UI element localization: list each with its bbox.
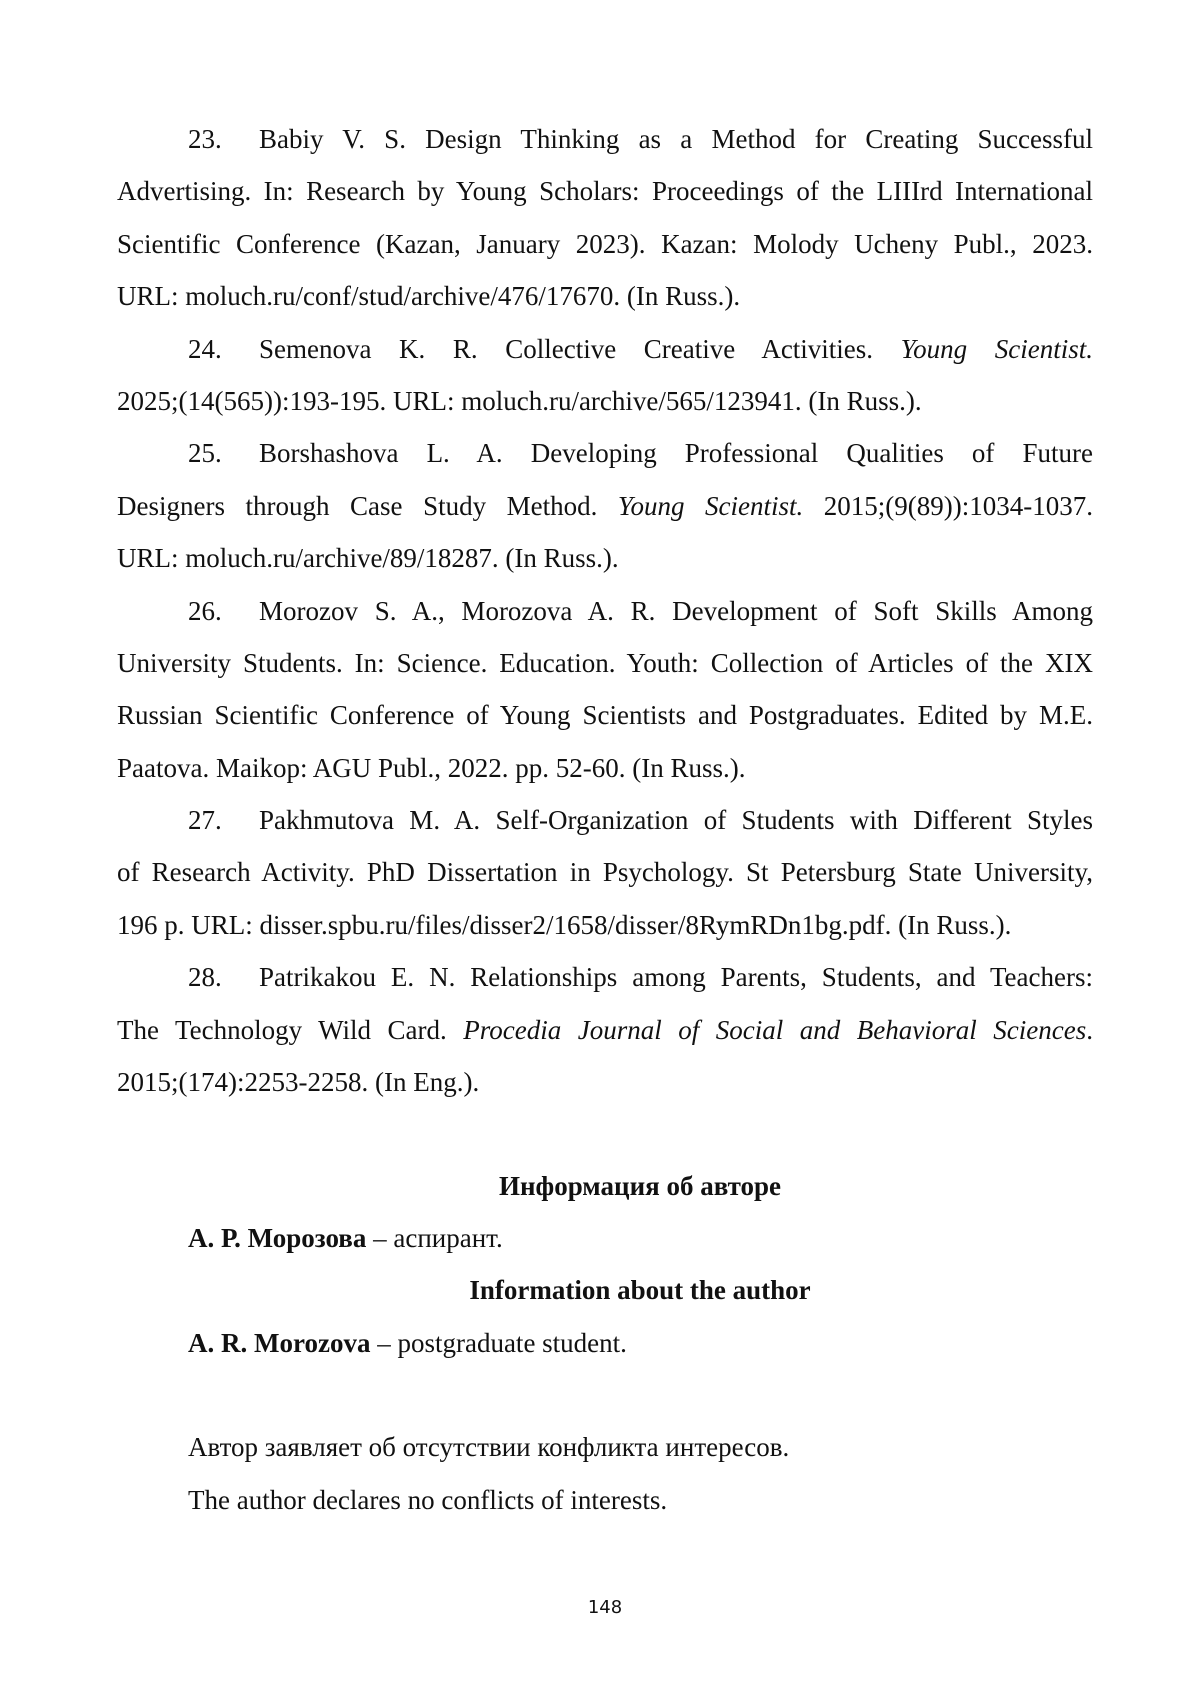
author-role-ru: – аспирант. — [366, 1223, 503, 1253]
reference-text: Pakhmutova M. A. Self-Organization of Students with Different Styles — [259, 805, 1093, 836]
reference-line — [117, 1056, 1093, 1108]
author-role-en: – postgraduate student. — [370, 1328, 627, 1358]
author-name-ru: А. Р. Морозова — [188, 1223, 367, 1253]
reference-number: 26. — [188, 595, 222, 626]
reference-line — [117, 270, 1093, 322]
conflict-statement-ru: Автор заявляет об отсутствии конфликта интересов. — [188, 1432, 790, 1462]
author-name-en: A. R. Morozova — [188, 1328, 371, 1358]
reference-text: Babiy V. S. Design Thinking as a Method for Creating Successful — [259, 124, 1093, 154]
reference-journal-title: Young Scientist. — [900, 333, 1093, 364]
reference-number: 24. — [188, 333, 222, 364]
reference-text: 2015;(9(89)):1034-1037. — [803, 490, 1093, 521]
reference-number: 27. — [188, 805, 222, 836]
reference-text: Designers through Case Study Method. — [117, 490, 618, 521]
reference-text: 2015;(174):2253-2258. (In Eng.). — [117, 1067, 480, 1098]
author-heading-ru: Информация об авторе — [498, 1171, 782, 1201]
reference-line — [117, 899, 1093, 951]
reference-line — [117, 165, 1093, 217]
reference-line — [117, 742, 1093, 794]
reference-list — [117, 113, 1093, 1108]
reference-number: 28. — [188, 962, 222, 993]
reference-text: University Students. In: Science. Education. Youth: Collection of Articles of the XIX — [117, 647, 1093, 678]
reference-text: 196 p. URL: disser.spbu.ru/files/disser2/1658/disser/8RymRDn1bg.pdf. (In Russ.). — [117, 909, 1012, 940]
reference-text: Borshashova L. A. Developing Professional Qualities of Future — [259, 438, 1093, 469]
reference-line — [117, 375, 1093, 427]
author-line-ru — [117, 1212, 1164, 1264]
reference-line — [117, 846, 1093, 898]
reference-number: 25. — [188, 438, 222, 469]
reference-text: 2025;(14(565)):193-195. URL: moluch.ru/archive/565/123941. (In Russ.). — [117, 385, 922, 416]
reference-text: Scientific Conference (Kazan, January 2023). Kazan: Molody Ucheny Publ., 2023. — [117, 228, 1093, 259]
reference-text: URL: moluch.ru/conf/stud/archive/476/17670. (In Russ.). — [117, 281, 741, 312]
reference-line — [117, 689, 1093, 741]
reference-line — [117, 585, 1093, 637]
reference-text: Patrikakou E. N. Relationships among Parents, Students, and Teachers: — [259, 962, 1093, 993]
reference-line — [117, 113, 1093, 165]
reference-line — [117, 1004, 1093, 1056]
reference-text: The Technology Wild Card. — [117, 1014, 464, 1045]
reference-line — [117, 951, 1093, 1003]
conflict-statement-en: The author declares no conflicts of interests. — [188, 1485, 668, 1515]
reference-text: of Research Activity. PhD Dissertation in Psychology. St Petersburg State University, — [117, 857, 1093, 888]
reference-text: Semenova K. R. Collective Creative Activities. — [259, 333, 901, 364]
reference-number: 23. — [188, 124, 222, 154]
reference-text: Morozov S. A., Morozova A. R. Development of Soft Skills Among — [259, 595, 1093, 626]
reference-text: URL: moluch.ru/archive/89/18287. (In Russ.). — [117, 543, 619, 574]
reference-line — [117, 218, 1093, 270]
reference-journal-title: Young Scientist. — [617, 490, 804, 521]
page-number: 148 — [587, 1597, 623, 1618]
reference-text: Russian Scientific Conference of Young Scientists and Postgraduates. Edited by M.E. — [117, 700, 1093, 731]
reference-line — [117, 323, 1093, 375]
reference-line — [117, 427, 1093, 479]
reference-text: Advertising. In: Research by Young Scholars: Proceedings of the LIIIrd International — [117, 176, 1093, 207]
reference-text: Paatova. Maikop: AGU Publ., 2022. pp. 52-60. (In Russ.). — [117, 752, 746, 783]
reference-journal-title: Procedia Journal of Social and Behavioral Sciences — [463, 1014, 1087, 1045]
author-heading-en: Information about the author — [469, 1275, 811, 1305]
reference-line — [117, 480, 1093, 532]
reference-line — [117, 794, 1093, 846]
reference-line — [117, 637, 1093, 689]
author-line-en — [117, 1317, 1164, 1369]
reference-line — [117, 532, 1093, 584]
reference-text: . — [1086, 1014, 1093, 1045]
